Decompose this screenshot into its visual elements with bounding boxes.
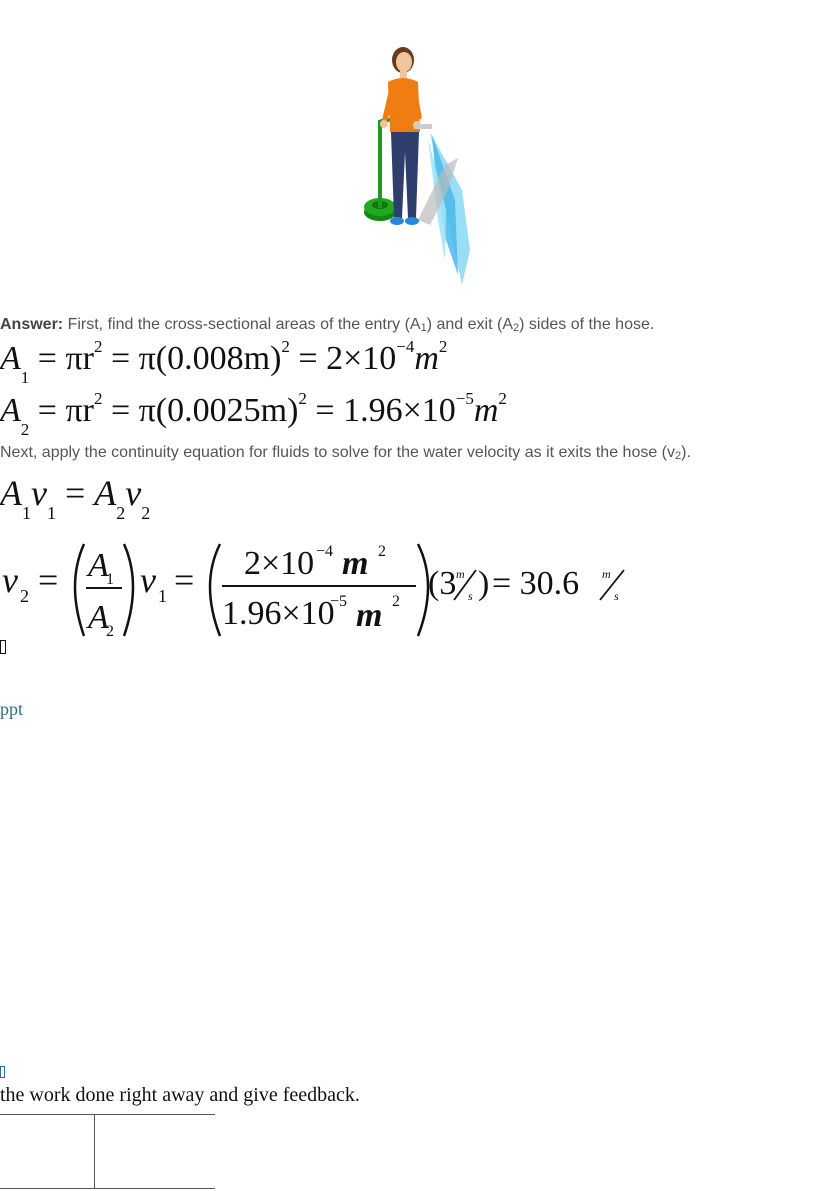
answer-paragraph: Answer: First, find the cross-sectional areas of the entry (A1) and exit (A2) sides of the hose. [0, 316, 655, 334]
table-grid [0, 1114, 215, 1189]
svg-text:2: 2 [20, 586, 29, 606]
solution-lhs: v [2, 560, 18, 600]
svg-text:2×10: 2×10 [244, 545, 315, 582]
svg-text:−4: −4 [316, 543, 334, 560]
table-top-border [0, 1114, 215, 1115]
svg-text:1: 1 [158, 586, 167, 606]
svg-text:−5: −5 [330, 593, 348, 610]
svg-text:2: 2 [378, 543, 386, 560]
woman-with-hose-illustration [350, 40, 490, 290]
svg-text:v: v [140, 560, 156, 600]
svg-text:2: 2 [392, 593, 400, 610]
svg-text:m: m [356, 597, 383, 634]
area-exit-equation: $A_2 = \pi r^2 = \pi(0.0025m)^2 = 1.96\times 10^{-5}m^2$ [0, 389, 507, 439]
svg-text:m: m [456, 567, 465, 581]
svg-text:=: = [174, 560, 195, 600]
missing-glyph-icon [0, 640, 6, 654]
svg-text:(3: (3 [428, 565, 457, 602]
continuity-paragraph: Next, apply the continuity equation for fluids to solve for the water velocity as it exits the hose (v2). [0, 444, 691, 462]
table-column-divider [94, 1114, 95, 1189]
woman-figure [380, 47, 432, 225]
svg-text:1: 1 [106, 571, 114, 588]
svg-text:=: = [38, 560, 59, 600]
svg-text:1.96×10: 1.96×10 [222, 595, 335, 632]
svg-text:s: s [614, 589, 619, 603]
svg-text:= 30.6: = 30.6 [492, 565, 580, 602]
svg-text:m: m [602, 567, 611, 581]
missing-glyph-icon-2 [0, 1066, 5, 1078]
ppt-link[interactable]: ppt [0, 699, 24, 719]
feedback-sentence: the work done right away and give feedback. [0, 1084, 360, 1106]
svg-text:A: A [88, 547, 109, 584]
area-entry-equation: $A_1 = \pi r^2 = \pi(0.008m)^2 = 2\times 10^{-4}m^2$ [0, 337, 448, 387]
velocity-solution-equation [0, 520, 700, 660]
svg-text:): ) [478, 565, 490, 602]
svg-text:s: s [468, 589, 473, 603]
table-bottom-border [0, 1188, 215, 1189]
svg-text:A: A [88, 599, 109, 636]
continuity-equation: $A_1v_1 = A_2v_2$ [0, 473, 151, 524]
svg-text:m: m [342, 545, 369, 582]
answer-label: Answer: [0, 316, 64, 333]
svg-text:2: 2 [106, 623, 114, 640]
